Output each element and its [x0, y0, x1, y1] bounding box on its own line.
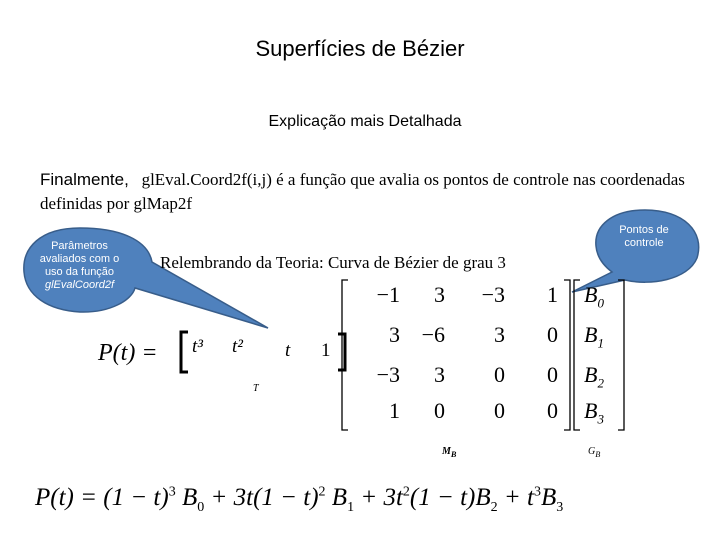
right-callout-text	[600, 224, 688, 250]
eq2-b3: B	[540, 484, 557, 511]
row-term-t3: t³	[192, 336, 203, 357]
control-point-index: 0	[597, 295, 604, 311]
row-term-t2: t²	[232, 336, 243, 357]
basis-matrix	[350, 280, 564, 430]
control-point-letter: B	[584, 282, 598, 307]
matrix-cell: 0	[494, 398, 505, 423]
left-callout-function: glEvalCoord2f	[44, 279, 115, 291]
control-point-column	[580, 280, 620, 430]
matrix-right-bracket	[564, 280, 570, 430]
control-point-index: 2	[597, 375, 604, 391]
control-point	[584, 282, 604, 311]
matrix-cell: 3	[389, 322, 400, 347]
matrix-label	[442, 446, 456, 459]
eq2-idx: 1	[347, 500, 355, 515]
body-rest: glEval.Coord2f(i,j) é a função que avalia os pontos de controle nas coordenadas definidas por glMap2f	[40, 170, 685, 213]
body-paragraph	[40, 168, 720, 216]
body-lead: Finalmente,	[40, 170, 129, 189]
eq2-exp: 2	[402, 484, 410, 500]
geometry-label	[588, 446, 600, 459]
left-callout-text	[27, 240, 132, 292]
eq2-b0: B	[181, 484, 198, 511]
matrix-cell: 0	[547, 398, 558, 423]
eq2-exp: 3	[168, 484, 176, 500]
slide-subtitle: Explicação mais Detalhada	[268, 113, 462, 130]
control-point-index: 3	[597, 411, 604, 427]
geometry-label-letter: G	[588, 446, 596, 457]
row-term-1: 1	[321, 340, 331, 361]
eq2-term3: + 3t	[354, 484, 403, 511]
matrix-cell: 0	[434, 398, 445, 423]
control-point-letter: B	[584, 322, 598, 347]
matrix-cell: 3	[434, 362, 445, 387]
eq2-lhs: P(t) = (1 − t)	[35, 484, 169, 511]
matrix-cell: 0	[547, 322, 558, 347]
matrix-cell: 0	[494, 362, 505, 387]
left-callout-line: Parâmetros	[51, 240, 108, 252]
slide-title: Superfícies de Bézier	[255, 36, 465, 61]
row-term-t: t	[285, 340, 291, 361]
matrix-cell: −1	[376, 282, 400, 307]
eq2-term4: + t	[497, 484, 534, 511]
matrix-cell: 3	[434, 282, 445, 307]
left-callout-line: avaliados com o	[39, 253, 120, 265]
matrix-cell: −6	[421, 322, 445, 347]
equation2	[35, 484, 563, 516]
control-point	[584, 362, 604, 391]
control-point	[584, 322, 604, 351]
eq2-b1: B	[331, 484, 348, 511]
right-callout-line: Pontos de	[619, 224, 669, 236]
matrix-cell: 1	[547, 282, 558, 307]
matrix-cell: −3	[376, 362, 400, 387]
matrix-cell: 1	[389, 398, 400, 423]
equation1-lhs: P(t) =	[98, 340, 158, 366]
control-point	[584, 398, 604, 427]
matrix-cell: −3	[481, 282, 505, 307]
control-point-letter: B	[584, 362, 598, 387]
eq2-idx: 0	[197, 500, 205, 515]
right-callout-line: controle	[624, 237, 664, 249]
theory-reminder: Relembrando da Teoria: Curva de Bézier de grau 3	[160, 253, 506, 272]
row-vector-left-bracket	[181, 332, 188, 372]
eq2-idx: 2	[490, 500, 498, 515]
matrix-cell: 3	[494, 322, 505, 347]
geometry-label-index: B	[595, 450, 601, 459]
eq2-term2: + 3t(1 − t)	[204, 484, 319, 511]
matrix-cell: 0	[547, 362, 558, 387]
control-point-letter: B	[584, 398, 598, 423]
left-callout-line: uso da função	[44, 266, 115, 278]
matrix-label-letter: M	[442, 446, 451, 457]
eq2-exp: 3	[533, 484, 541, 500]
row-vector-transpose-label: T	[253, 383, 259, 394]
eq2-exp: 2	[318, 484, 326, 500]
eq2-term3b: (1 − t)B	[409, 484, 491, 511]
control-point-index: 1	[597, 335, 604, 351]
eq2-idx: 3	[556, 500, 564, 515]
matrix-label-index: B	[450, 450, 457, 459]
